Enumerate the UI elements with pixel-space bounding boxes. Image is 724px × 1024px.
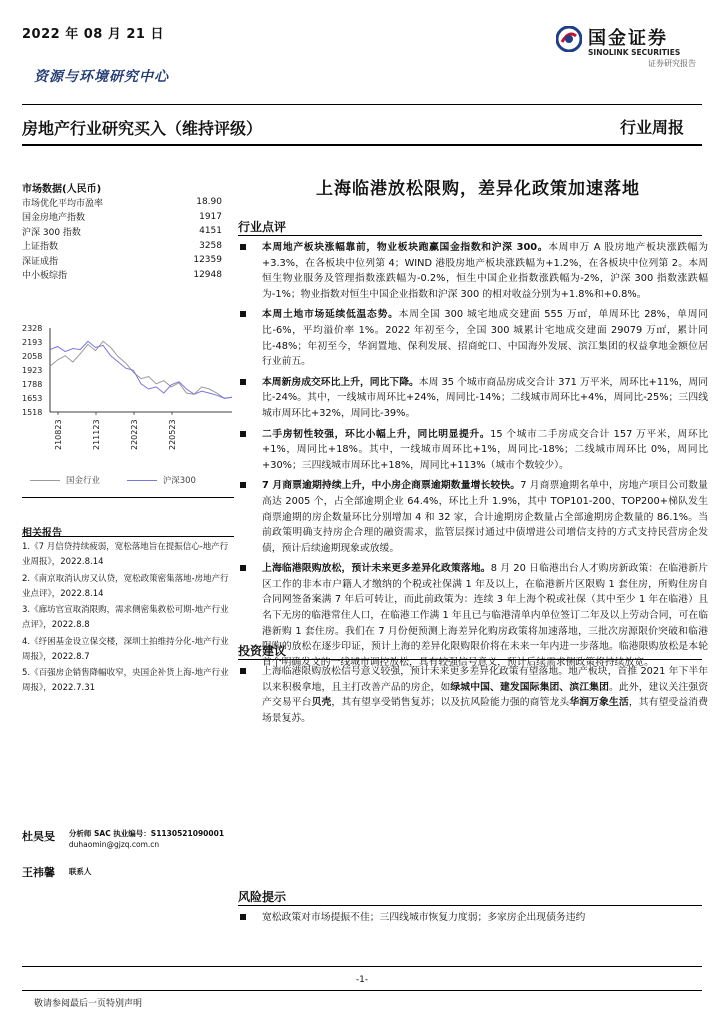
recommended-stock: 绿城中国、建发国际集团、滨江集团 (450, 681, 609, 693)
market-row (22, 253, 222, 268)
paragraph-lead: 本周新房成交环比上升，同比下降。 (262, 376, 419, 388)
legend-line-industry (30, 480, 60, 481)
related-reports-title: 相关报告 (22, 528, 62, 539)
report-title: 上海临港放松限购，差异化政策加速落地 (316, 179, 640, 199)
x-tick-label: 220223 (130, 419, 139, 450)
sinolink-logo-icon (556, 26, 582, 52)
recommended-stock: 华润万象生活 (569, 697, 629, 709)
paragraph-text: 本周全国 300 城宅地成交建面 555 万㎡，单周环比 28%，单周同比-6%，平均溢价率 1%。2022 年初至今，全国 300 城累计宅地成交建面 29079 万㎡，累计同比-48%；年初至今，华润置地、保利发展、招商蛇口、中国海外发展、滨江集团的权益拿地金额位居行业前五。 (262, 309, 708, 368)
paragraph-text: 8 月 20 日临港出台人才购房新政策：在临港新片区工作的非本市户籍人才缴纳的个税或社保满 1 年及以上，在临港新片区限购 1 套住房，所购住房自合同网签备案满 7 年后可转让，而此前政策为：连续 3 年上海个税或社保（其中至少 1 年在临港）且名下无房的临港常住人口，在临港工作满 1 年且已与临港清单内单位签订二年及以上劳动合同，可在临港新购 1 套住房。我们在 7 月份便预测上海差异化购房政策将加速落地，三批次房源限价突破和临港限购的放松在逐步印证，预计上海的差异化限购限价将在未来一年内进一步落地。临港限购放松是本轮首个明确发文的一线城市调控放松，具有较强信号意义，预计后续需求侧政策将持续放宽。 (262, 563, 708, 668)
industry-headline: 房地产行业研究买入（维持评级） (22, 119, 263, 138)
bullet-icon (240, 311, 246, 317)
market-row (22, 224, 222, 239)
related-report-item[interactable]: 3.《廊坊官宣取消限购，需求侧密集救松可期-地产行业点评》，2022.8.8 (22, 605, 229, 630)
analyst-role: 联系人 (68, 867, 92, 876)
y-tick-label: 2328 (22, 324, 43, 333)
review-paragraph (238, 375, 708, 422)
risk-text: 宽松政策对市场提振不佳；三四线城市恢复力度弱；多家房企出现债务违约 (262, 912, 586, 923)
analyst-2 (22, 864, 236, 880)
logo-en-text: SINOLINK SECURITIES (588, 48, 681, 57)
section-divider (238, 235, 702, 236)
analyst-name: 王祎馨 (22, 866, 55, 879)
x-tick-label: 211123 (92, 419, 101, 450)
market-value: 12948 (193, 269, 222, 280)
series-line-hs300 (50, 341, 232, 398)
x-tick-label: 220523 (168, 419, 177, 450)
chart-legend (30, 474, 230, 486)
market-data-table (22, 195, 222, 282)
analyst-name: 杜昊旻 (22, 830, 55, 843)
header-divider (22, 144, 702, 146)
legend-divider (22, 497, 234, 498)
recommended-stock: 贝壳 (311, 697, 332, 709)
section-advice: 投资建议 (238, 644, 287, 658)
page-number: -1- (355, 975, 369, 985)
review-paragraph (238, 427, 708, 474)
paragraph-lead: 二手房韧性较强，环比小幅上升，同比明显提升。 (262, 428, 491, 440)
market-label: 中小板综指 (22, 271, 68, 282)
report-date: 2022 年 08 月 21 日 (22, 27, 164, 42)
related-report-item[interactable]: 4.《纾困基金设立保交楼，深圳土拍维持分化-地产行业周报》，2022.8.7 (22, 636, 229, 662)
paragraph-text: 7 月商票逾期名单中，房地产项目公司数量高达 2005 个，占全部逾期企业 64.4%，环比上升 1.9%，其中 TOP101-200、TOP200+梯队发生商票逾期的房企数量环比分别增加 4 和 32 家，合计逾期房企数量占全部逾期房企数量的 86.1%。当前政策明确支持房企合理的融资需求，监管层探讨通过中债增进公司增信支持的方式支持民营房企发债，预计后续逾期现象或放缓。 (262, 480, 708, 554)
paragraph-text: 本周 35 个城市商品房成交合计 371 万平米，周环比+11%，周同比-24%。其中，一线城市周环比+24%，周同比-14%；二线城市周环比+4%，周同比-25%；三四线城市周环比+32%，周同比-39%。 (262, 376, 709, 419)
market-value: 18.90 (196, 197, 222, 208)
legend-hs300: 沪深300 (162, 476, 196, 486)
analyst-1 (22, 828, 236, 850)
section-review: 行业点评 (238, 220, 287, 234)
advice-text: 。此外，建议关注强资产交易平台 (262, 681, 709, 709)
section-divider (238, 905, 702, 906)
advice-text: 上海临港限购放松信号意义较强，预计未来更多差异化政策有望落地。地产板块，首推 2021 年下半年以来积极拿地，且主打改善产品的房企，如 (262, 666, 708, 693)
analyst-block (22, 828, 236, 880)
paragraph-lead: 本周土地市场延续低温态势。 (262, 309, 399, 321)
advice-text: ，其有望受益消费场景复苏。 (262, 697, 709, 724)
y-tick-label: 1653 (22, 394, 43, 403)
review-paragraph (238, 561, 708, 670)
bullet-icon (240, 668, 246, 674)
review-paragraph (238, 240, 708, 302)
market-row (22, 268, 222, 283)
report-type: 行业周报 (619, 118, 684, 137)
risk-body (238, 910, 708, 931)
paragraph-text: 15 个城市二手房成交合计 157 万平米，周环比+1%，周同比+18%。其中，一线城市周环比+1%，周同比-18%；二线城市周环比 0%，周同比+30%；三四线城市周环比+18%，周同比+113%（城市个数较少）。 (262, 428, 708, 471)
logo-cn-text: 国金证券 (588, 28, 668, 49)
index-chart (10, 322, 238, 462)
x-tick-label: 210823 (54, 419, 63, 450)
legend-industry: 国金行业 (66, 476, 101, 486)
top-divider (22, 104, 702, 105)
section-divider (238, 659, 702, 660)
paragraph-text: 本周申万 A 股房地产板块涨跌幅为+3.3%，在各板块中位列第 4；WIND 港股房地产板块涨跌幅为+1.2%，在各板块中位列第 2。本周恒生物业服务及管理指数涨跌幅为-0.2%，恒生中国企业指数涨跌幅为-2%，沪深 300 指数涨跌幅为-1%；物业指数对恒生中国企业指数和沪深 300 的相对收益分别为+1.8%和+0.8%。 (262, 242, 708, 300)
market-value: 3258 (199, 240, 222, 251)
bullet-icon (240, 379, 246, 385)
related-report-item[interactable]: 2.《南京取消认房又认贷，宽松政策密集落地-房地产行业点评》，2022.8.14 (22, 573, 229, 599)
analyst-email[interactable]: duhaomin@gjzq.com.cn (68, 840, 160, 849)
related-report-item[interactable]: 5.《百强房企销售降幅收窄，央国企补货上海-地产行业周报》，2022.7.31 (22, 668, 229, 693)
market-label: 沪深 300 指数 (22, 227, 81, 238)
disclaimer: 敬请参阅最后一页特别声明 (34, 999, 143, 1009)
advice-paragraph (238, 664, 708, 726)
footer-divider (22, 966, 702, 967)
footer-divider-2 (22, 990, 702, 991)
bullet-icon (240, 914, 246, 920)
section-risk: 风险提示 (238, 890, 287, 904)
paragraph-lead: 上海临港限购放松，预计未来更多差异化政策落地。 (262, 563, 491, 575)
review-paragraph (238, 307, 708, 369)
legend-line-hs300 (127, 480, 157, 481)
market-value: 4151 (199, 226, 222, 237)
advice-text: ，其有望享受销售复苏；以及抗风险能力强的商管龙头 (331, 697, 570, 709)
research-center: 资源与环境研究中心 (34, 69, 169, 85)
report-category: 证券研究报告 (648, 59, 696, 68)
bullet-icon (240, 244, 246, 250)
paragraph-lead: 7 月商票逾期持续上升，中小房企商票逾期数量增长较快。 (262, 480, 521, 492)
y-tick-label: 1788 (22, 380, 43, 389)
market-value: 12359 (193, 255, 222, 266)
y-tick-label: 2193 (22, 338, 43, 347)
market-label: 国金房地产指数 (22, 213, 86, 224)
y-tick-label: 1923 (22, 366, 43, 375)
market-label: 深证成指 (22, 256, 59, 267)
market-row (22, 239, 222, 254)
market-label: 市场优化平均市盈率 (22, 198, 104, 209)
market-data-title: 市场数据(人民币) (22, 184, 102, 195)
paragraph-lead: 本周地产板块涨幅靠前，物业板块跑赢国金指数和沪深 300。 (262, 242, 549, 253)
advice-body (238, 664, 708, 731)
market-row (22, 210, 222, 225)
market-value: 1917 (199, 211, 222, 222)
y-tick-label: 2058 (22, 352, 43, 361)
review-paragraph (238, 478, 708, 556)
bullet-icon (240, 431, 246, 437)
bullet-icon (240, 482, 246, 488)
market-label: 上证指数 (22, 242, 59, 253)
bullet-icon (240, 565, 246, 571)
series-line-industry (50, 341, 232, 398)
related-reports-list (22, 540, 236, 698)
related-report-item[interactable]: 1.《7 月信贷持续疲弱，宽松落地旨在提振信心-地产行业周报》，2022.8.14 (22, 542, 229, 567)
y-tick-label: 1518 (22, 408, 43, 417)
market-row (22, 195, 222, 210)
analyst-sac: 分析师 SAC 执业编号：S1130521090001 (68, 829, 225, 838)
risk-paragraph (238, 910, 708, 926)
related-divider (22, 536, 234, 537)
review-body (238, 240, 708, 675)
